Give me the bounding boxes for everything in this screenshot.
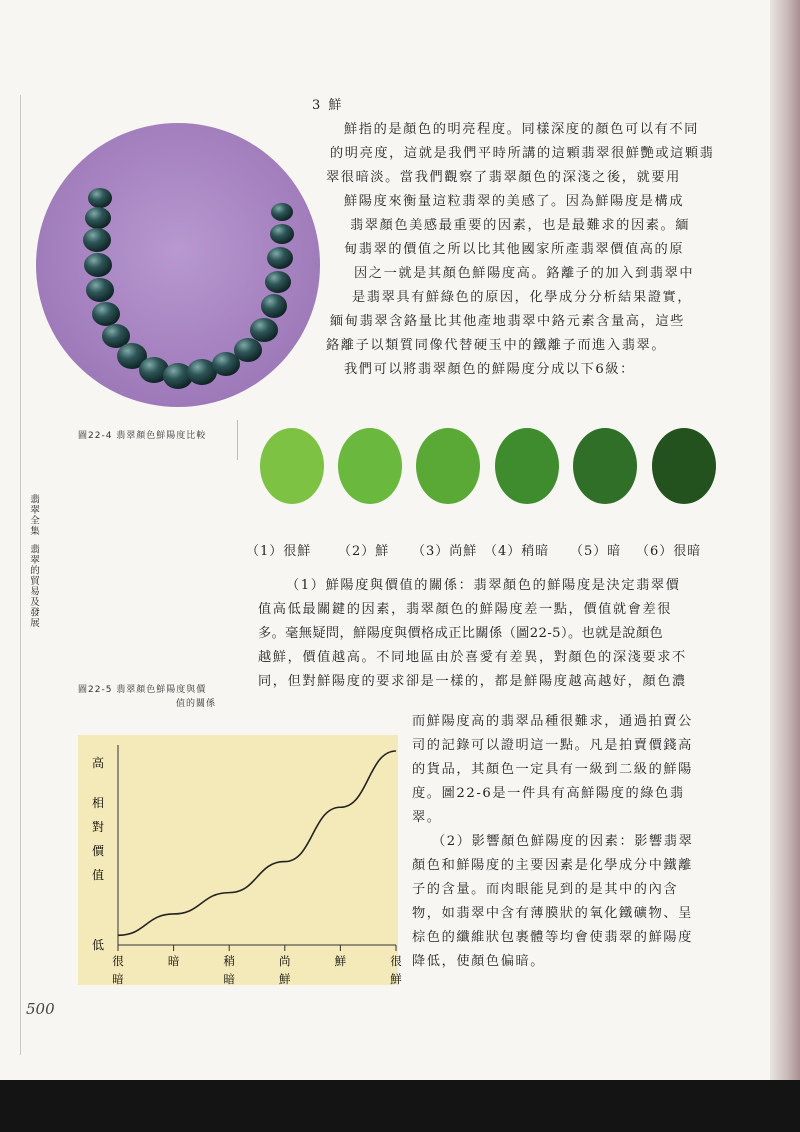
- figure-22-4-caption: 圖22-4 翡翠顏色鮮陽度比較: [78, 431, 207, 441]
- intro-line: 鮮陽度來衡量這粒翡翠的美感了。因為鮮陽度是構成: [344, 194, 685, 209]
- para3-line: 顏色和鮮陽度的主要因素是化學成分中鐵離: [412, 858, 693, 873]
- caption-rule: [237, 420, 238, 460]
- jade-bead: [267, 247, 293, 269]
- color-swatch-3: [416, 428, 480, 504]
- x-tick-label-char: 鮮: [334, 954, 347, 968]
- x-tick-label-char: 鮮: [390, 972, 402, 986]
- factors-paragraph: [412, 710, 722, 974]
- color-swatch-5: [573, 428, 637, 504]
- color-swatch-row: [254, 428, 724, 508]
- grade-label-4: （4）稍暗: [484, 544, 550, 559]
- book-page-edge: [770, 0, 800, 1080]
- color-swatch-4: [495, 428, 559, 504]
- para3-line: （2）影響顏色鮮陽度的因素：影響翡翠: [432, 834, 694, 849]
- figure-22-5-caption-line: 圖22-5 翡翠顏色鮮陽度與價: [78, 685, 207, 695]
- para3-line: 物，如翡翠中含有薄膜狀的氧化鐵礦物、呈: [412, 906, 693, 921]
- intro-line: 因之一就是其顏色鮮陽度高。鉻離子的加入到翡翠中: [354, 266, 695, 281]
- margin-rule: [20, 95, 21, 1055]
- intro-line: 翠很暗淡。當我們觀察了翡翠顏色的深淺之後，就要用: [326, 170, 681, 185]
- grade-label-6: （6）很暗: [636, 544, 702, 559]
- jade-necklace-photo: [60, 120, 296, 410]
- x-tick-label-char: 暗: [167, 954, 180, 968]
- value-relation-paragraph: [246, 574, 716, 694]
- x-tick-label-char: 很: [390, 954, 402, 968]
- intro-line: 緬甸翡翠含鉻量比其他產地翡翠中鉻元素含量高，這些: [330, 314, 685, 329]
- para3-line: 降低，使顏色偏暗。: [412, 954, 546, 969]
- intro-line: 我們可以將翡翠顏色的鮮陽度分成以下6級：: [344, 362, 635, 377]
- intro-line: 是翡翠具有鮮綠色的原因，化學成分分析結果證實，: [352, 290, 693, 305]
- color-swatch-2: [338, 428, 402, 504]
- para3-line: 而鮮陽度高的翡翠品種很難求，通過拍賣公: [412, 714, 693, 729]
- y-axis-bottom-label: 低: [91, 938, 105, 952]
- para2-line: 同，但對鮮陽度的要求卻是一樣的，都是鮮陽度越高越好，顏色濃: [258, 674, 687, 689]
- sidebar-running-title: [28, 494, 40, 628]
- grade-label-5: （5）暗: [570, 544, 622, 559]
- x-tick-label-char: 很: [112, 954, 124, 968]
- y-axis-label-char: 價: [91, 844, 105, 858]
- intro-line: 甸翡翠的價值之所以比其他國家所產翡翠價值高的原: [344, 242, 685, 257]
- section-title: 3 鮮: [312, 98, 344, 113]
- para3-line: 棕色的纖維狀包裹體等均會使翡翠的鮮陽度: [412, 930, 693, 945]
- x-tick-label-char: 暗: [112, 972, 124, 986]
- grade-label-2: （2）鮮: [338, 544, 390, 559]
- x-tick-label-char: 鮮: [279, 972, 291, 986]
- para3-line: 的貨品，其顏色一定具有一級到二級的鮮陽: [412, 762, 693, 777]
- para3-line: 度。圖22-6是一件具有高鮮陽度的綠色翡: [412, 786, 685, 801]
- figure-22-5-caption-line: 值的關係: [176, 699, 217, 709]
- chart-background: [78, 735, 398, 985]
- intro-paragraph: [300, 118, 720, 382]
- jade-bead: [92, 302, 120, 326]
- para2-line: 值高低最關鍵的因素，翡翠顏色的鮮陽度差一點，價值就會差很: [258, 602, 673, 617]
- para3-line: 翠。: [412, 810, 442, 825]
- jade-bead: [265, 271, 291, 293]
- intro-line: 鮮指的是顏色的明亮程度。同樣深度的顏色可以有不同: [344, 122, 699, 137]
- jade-bead: [270, 224, 294, 244]
- x-tick-label-char: 稍: [223, 954, 235, 968]
- jade-bead: [88, 188, 112, 208]
- y-axis-label-char: 相: [91, 796, 105, 810]
- scan-border: [0, 1080, 800, 1132]
- y-axis-label-char: 值: [91, 868, 105, 882]
- para2-line: 越鮮，價值越高。不同地區由於喜愛有差異，對顏色的深淺要求不: [258, 650, 687, 665]
- color-swatch-1: [260, 428, 324, 504]
- intro-line: 翡翠顏色美感最重要的因素，也是最難求的因素。緬: [350, 218, 691, 233]
- jade-bead: [85, 207, 111, 229]
- x-tick-label-char: 暗: [223, 972, 235, 986]
- grade-label-1: （1）很鮮: [246, 544, 312, 559]
- intro-line: 鉻離子以類質同像代替硬玉中的鐵離子而進入翡翠。: [326, 338, 667, 353]
- grade-label-3: （3）尚鮮: [412, 544, 478, 559]
- x-tick-label-char: 尚: [279, 954, 291, 968]
- color-swatch-6: [652, 428, 716, 504]
- jade-bead: [84, 253, 112, 277]
- jade-bead: [86, 278, 114, 302]
- intro-line: 的明亮度，這就是我們平時所講的這顆翡翠很鮮艷或這顆翡: [330, 146, 715, 161]
- y-axis-label-char: 對: [91, 820, 105, 834]
- jade-bead: [83, 228, 111, 252]
- sidebar-chapter-title: 翡翠的貿易及發展: [28, 544, 39, 628]
- para3-line: 子的含量。而肉眼能見到的是其中的內含: [412, 882, 679, 897]
- para2-line: 多。毫無疑問，鮮陽度與價格成正比關係（圖22-5）。也就是說顏色: [258, 626, 664, 641]
- y-axis-top-label: 高: [91, 756, 105, 770]
- para2-line: （1）鮮陽度與價值的關係：翡翠顏色的鮮陽度是決定翡翠價: [286, 578, 681, 593]
- jade-bead: [234, 338, 262, 362]
- figure-22-5-caption: [78, 683, 216, 711]
- sidebar-book-title: 翡翠全集: [28, 494, 39, 536]
- page-number: 500: [26, 1000, 55, 1018]
- jade-bead: [261, 294, 287, 318]
- para3-line: 司的記錄可以證明這一點。凡是拍賣價錢高: [412, 738, 693, 753]
- jade-bead: [271, 203, 293, 221]
- jade-bead: [250, 318, 278, 342]
- value-vs-brightness-chart: [78, 735, 402, 986]
